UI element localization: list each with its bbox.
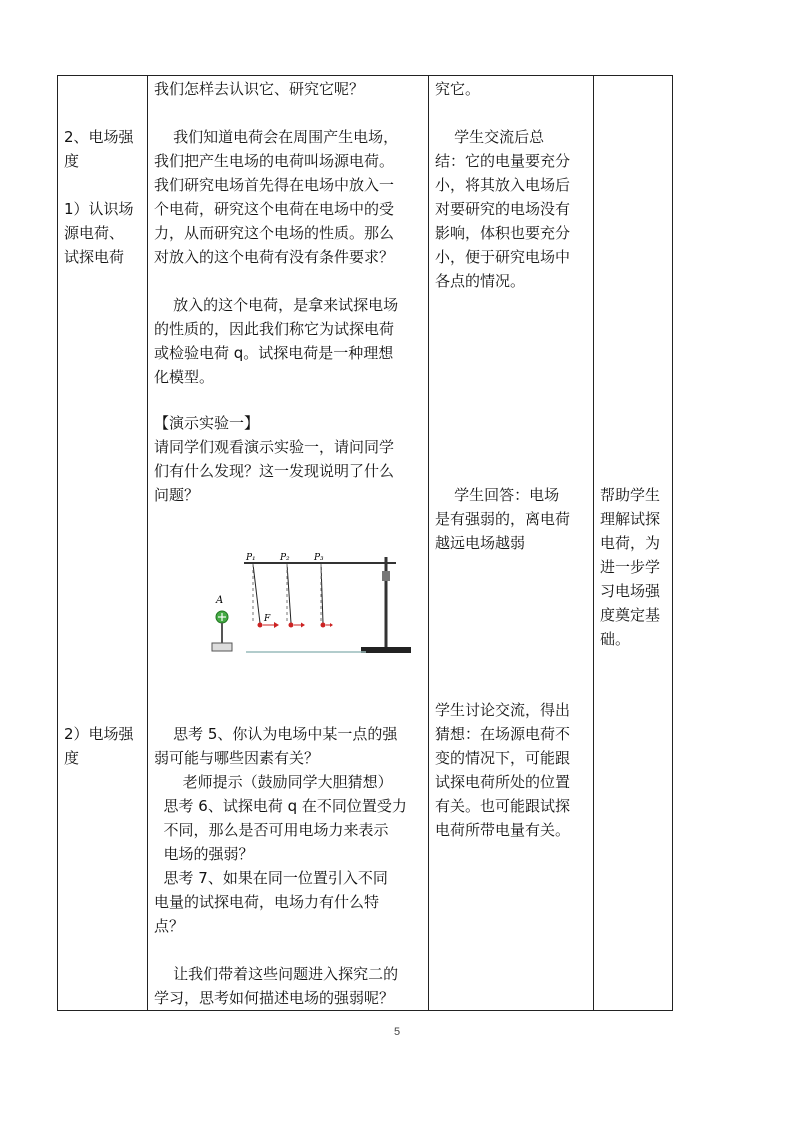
- think6-line: 电场的强弱？: [154, 845, 254, 863]
- demo-line: 问题？: [154, 486, 200, 504]
- topic-line: 试探电荷: [64, 248, 125, 266]
- paragraph-line: 放入的这个电荷，是拿来试探电场: [154, 296, 399, 314]
- think7-line: 点？: [154, 917, 185, 935]
- intent-line: 理解试探: [600, 510, 661, 528]
- pendulum-thread-2: [287, 564, 291, 623]
- think7-line: 思考 7、如果在同一位置引入不同: [154, 869, 388, 887]
- student-line: 试探电荷所处的位置: [435, 773, 571, 791]
- topic-column: [58, 76, 147, 1010]
- student-line: 各点的情况。: [435, 272, 526, 290]
- think6-line: 思考 6、试探电荷 q 在不同位置受力: [154, 797, 407, 815]
- student-line: 学生交流后总: [435, 128, 545, 146]
- teacher-hint: 老师提示（鼓励同学大胆猜想）: [154, 773, 393, 791]
- intent-line: 习电场强: [600, 582, 661, 600]
- charge-ball-1: [258, 623, 263, 628]
- clamp: [382, 571, 390, 581]
- paragraph-line: 化模型。: [154, 368, 215, 386]
- think5-line: 弱可能与哪些因素有关？: [154, 749, 320, 767]
- demo-line: 们有什么发现？这一发现说明了什么: [154, 462, 395, 480]
- paragraph-line: 或检验电荷 q。试探电荷是一种理想: [154, 344, 394, 362]
- student-line: 影响，体积也要充分: [435, 224, 571, 242]
- label-p2: P₂: [280, 553, 290, 563]
- student-line: 变的情况下，可能跟: [435, 749, 571, 767]
- think7-line: 电量的试探电荷，电场力有什么特: [154, 893, 380, 911]
- arrow-head-1: [274, 622, 279, 628]
- student-line: 对要研究的电场没有: [435, 200, 571, 218]
- teacher-activity-column: [148, 76, 428, 1010]
- label-p3: P₃: [314, 553, 324, 563]
- paragraph-line: 我们把产生电场的电荷叫场源电荷。: [154, 152, 395, 170]
- student-text: 究它。: [435, 80, 481, 98]
- source-base: [212, 643, 232, 651]
- design-intent-column: [594, 76, 673, 1010]
- pendulum-thread-1: [253, 564, 260, 623]
- student-line: 猜想：在场源电荷不: [435, 725, 571, 743]
- topic-line: 度: [64, 749, 80, 767]
- arrow-head-2: [301, 623, 305, 628]
- student-line: 学生回答：电场: [435, 486, 560, 504]
- paragraph-line: 我们知道电荷会在周围产生电场，: [154, 128, 399, 146]
- label-a: A: [216, 595, 224, 606]
- intro-text: 我们怎样去认识它、研究它呢？: [154, 80, 365, 98]
- student-line: 有关。也可能跟试探: [435, 797, 571, 815]
- student-line: 小，将其放入电场后: [435, 176, 571, 194]
- paragraph-line: 的性质的，因此我们称它为试探电荷: [154, 320, 395, 338]
- charge-ball-2: [289, 623, 294, 628]
- think5-line: 思考 5、你认为电场中某一点的强: [154, 725, 398, 743]
- student-line: 学生讨论交流，得出: [435, 701, 571, 719]
- label-f: F: [264, 614, 271, 624]
- think6-line: 不同，那么是否可用电场力来表示: [154, 821, 389, 839]
- demo-title: 【演示实验一】: [154, 414, 260, 432]
- topic-line: 2）电场强: [64, 725, 134, 743]
- student-line: 是有强弱的，离电荷: [435, 510, 571, 528]
- student-line: 越远电场越弱: [435, 534, 526, 552]
- topic-line: 2、电场强: [64, 128, 134, 146]
- demo-line: 请同学们观看演示实验一，请问同学: [154, 438, 395, 456]
- intent-line: 电荷，为: [600, 534, 661, 552]
- intent-line: 度奠定基: [600, 606, 661, 624]
- student-line: 电荷所带电量有关。: [435, 821, 571, 839]
- topic-line: 度: [64, 152, 80, 170]
- arrow-head-3: [330, 623, 333, 627]
- experiment-figure: [196, 551, 412, 657]
- stand-base: [361, 647, 411, 653]
- student-line: 小，便于研究电场中: [435, 248, 571, 266]
- student-line: 结：它的电量要充分: [435, 152, 571, 170]
- lesson-table: [57, 75, 673, 1011]
- paragraph-line: 对放入的这个电荷有没有条件要求？: [154, 248, 395, 266]
- closing-line: 让我们带着这些问题进入探究二的: [154, 965, 399, 983]
- paragraph-line: 力，从而研究这个电场的性质。那么: [154, 224, 395, 242]
- paragraph-line: 我们研究电场首先得在电场中放入一: [154, 176, 395, 194]
- charge-ball-3: [321, 623, 326, 628]
- paragraph-line: 个电荷，研究这个电荷在电场中的受: [154, 200, 395, 218]
- intent-line: 帮助学生: [600, 486, 661, 504]
- topic-line: 源电荷、: [64, 224, 125, 242]
- student-activity-column: [429, 76, 593, 1010]
- label-p1: P₁: [246, 553, 256, 563]
- intent-line: 进一步学: [600, 558, 661, 576]
- intent-line: 础。: [600, 630, 631, 648]
- topic-line: 1）认识场: [64, 200, 134, 218]
- closing-line: 学习，思考如何描述电场的强弱呢？: [154, 989, 395, 1007]
- page-number: 5: [393, 1026, 401, 1038]
